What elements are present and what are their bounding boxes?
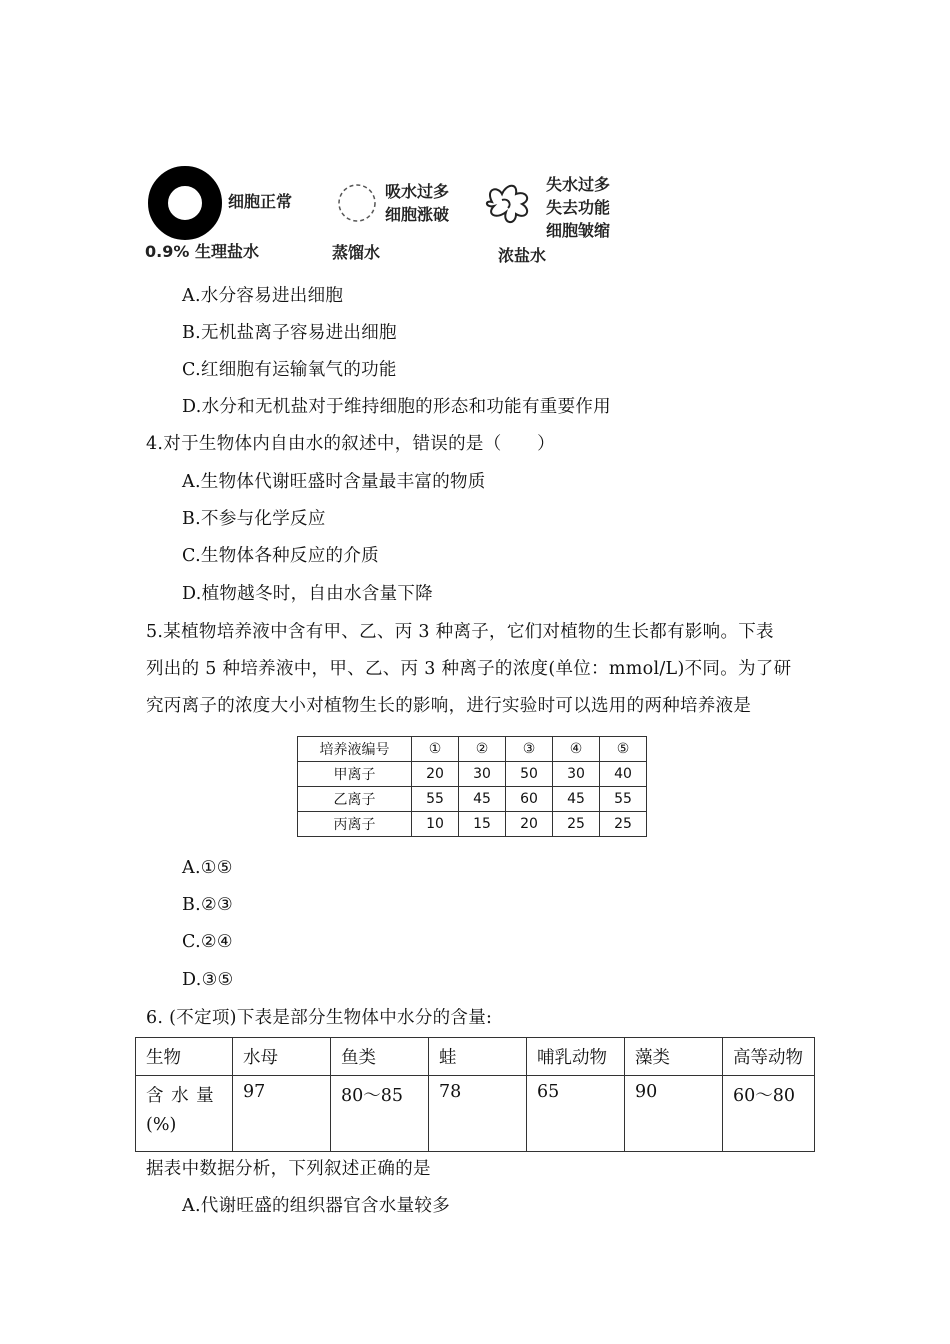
table-header-cell: 哺乳动物: [527, 1038, 625, 1076]
table-header-cell: ③: [506, 737, 553, 762]
table-header-cell: 高等动物: [723, 1038, 815, 1076]
q5-option-a: A.①⑤: [182, 858, 233, 878]
shrink-status-2: 失去功能: [546, 198, 611, 217]
table-header-row: [136, 1038, 815, 1076]
shrink-status-1: 失水过多: [546, 175, 611, 194]
q6-stem: 6. (不定项)下表是部分生物体中水分的含量:: [146, 1008, 493, 1028]
table-header-cell: 藻类: [625, 1038, 723, 1076]
shrink-status-3: 细胞皱缩: [546, 221, 611, 240]
table-header-cell: 水母: [233, 1038, 331, 1076]
q5-stem-line-1: 5.某植物培养液中含有甲、乙、丙 3 种离子，它们对植物的生长都有影响。下表: [146, 622, 774, 642]
row-label-line-1: 含 水 量: [146, 1086, 215, 1106]
table-cell: 90: [625, 1076, 723, 1152]
table-row: [136, 1076, 815, 1152]
table-header-cell: 鱼类: [331, 1038, 429, 1076]
row-label-line-2: (%): [146, 1115, 177, 1135]
shrink-solution-label: 浓盐水: [498, 246, 547, 265]
shrunken-cell: [487, 186, 527, 222]
q6-analysis-text: 据表中数据分析，下列叙述正确的是: [146, 1159, 431, 1179]
table-cell: 10: [412, 812, 459, 837]
table-cell: 25: [600, 812, 647, 837]
table-cell: 25: [553, 812, 600, 837]
normal-solution-label: 0.9% 生理盐水: [145, 242, 259, 261]
table-header-cell: ②: [459, 737, 506, 762]
table-cell: 30: [553, 762, 600, 787]
table-header-row: [298, 737, 647, 762]
table-cell: 50: [506, 762, 553, 787]
table-cell: 甲离子: [298, 762, 412, 787]
q6-option-a: A.代谢旺盛的组织器官含水量较多: [182, 1196, 450, 1216]
table-cell: 55: [412, 787, 459, 812]
table-cell: 60～80: [723, 1076, 815, 1152]
swell-status-2: 细胞涨破: [385, 205, 450, 224]
table-cell: 40: [600, 762, 647, 787]
q3-option-b: B.无机盐离子容易进出细胞: [182, 323, 397, 343]
table-cell: 乙离子: [298, 787, 412, 812]
q4-option-a: A.生物体代谢旺盛时含量最丰富的物质: [182, 472, 486, 492]
q4-option-b: B.不参与化学反应: [182, 509, 326, 529]
cell-figure: [140, 160, 640, 280]
q4-option-c: C.生物体各种反应的介质: [182, 546, 379, 566]
q5-stem-line-2: 列出的 5 种培养液中，甲、乙、丙 3 种离子的浓度(单位：mmol/L)不同。为了研: [146, 659, 792, 679]
table-cell: 55: [600, 787, 647, 812]
q3-option-d: D.水分和无机盐对于维持细胞的形态和功能有重要作用: [182, 397, 611, 417]
table-cell: 97: [233, 1076, 331, 1152]
table-cell: 30: [459, 762, 506, 787]
table-cell: 丙离子: [298, 812, 412, 837]
table-header-cell: 培养液编号: [298, 737, 412, 762]
table-header-cell: 生物: [136, 1038, 233, 1076]
table-header-cell: ⑤: [600, 737, 647, 762]
water-content-table: [135, 1037, 815, 1152]
q5-stem-line-3: 究丙离子的浓度大小对植物生长的影响，进行实验时可以选用的两种培养液是: [146, 696, 752, 716]
table-header-cell: ①: [412, 737, 459, 762]
swollen-cell: [339, 185, 375, 221]
table-header-cell: 蛙: [429, 1038, 527, 1076]
q5-option-b: B.②③: [182, 895, 233, 915]
table-row: [298, 812, 647, 837]
q3-option-a: A.水分容易进出细胞: [182, 286, 344, 306]
row-label-cell: [136, 1076, 233, 1152]
table-cell: 80～85: [331, 1076, 429, 1152]
table-cell: 15: [459, 812, 506, 837]
q4-option-d: D.植物越冬时，自由水含量下降: [182, 584, 433, 604]
q5-option-c: C.②④: [182, 932, 233, 952]
table-row: [298, 787, 647, 812]
table-cell: 65: [527, 1076, 625, 1152]
table-cell: 20: [506, 812, 553, 837]
ion-concentration-table: [297, 736, 647, 837]
q4-stem: 4.对于生物体内自由水的叙述中，错误的是（ ）: [146, 434, 555, 454]
q3-option-c: C.红细胞有运输氧气的功能: [182, 360, 397, 380]
table-cell: 60: [506, 787, 553, 812]
table-cell: 45: [459, 787, 506, 812]
normal-cell: [158, 176, 212, 230]
table-row: [298, 762, 647, 787]
swell-status-1: 吸水过多: [385, 182, 450, 201]
table-cell: 45: [553, 787, 600, 812]
table-header-cell: ④: [553, 737, 600, 762]
normal-status-label: 细胞正常: [228, 192, 293, 211]
table-cell: 20: [412, 762, 459, 787]
q5-option-d: D.③⑤: [182, 970, 234, 990]
table-cell: 78: [429, 1076, 527, 1152]
swell-solution-label: 蒸馏水: [332, 243, 381, 262]
